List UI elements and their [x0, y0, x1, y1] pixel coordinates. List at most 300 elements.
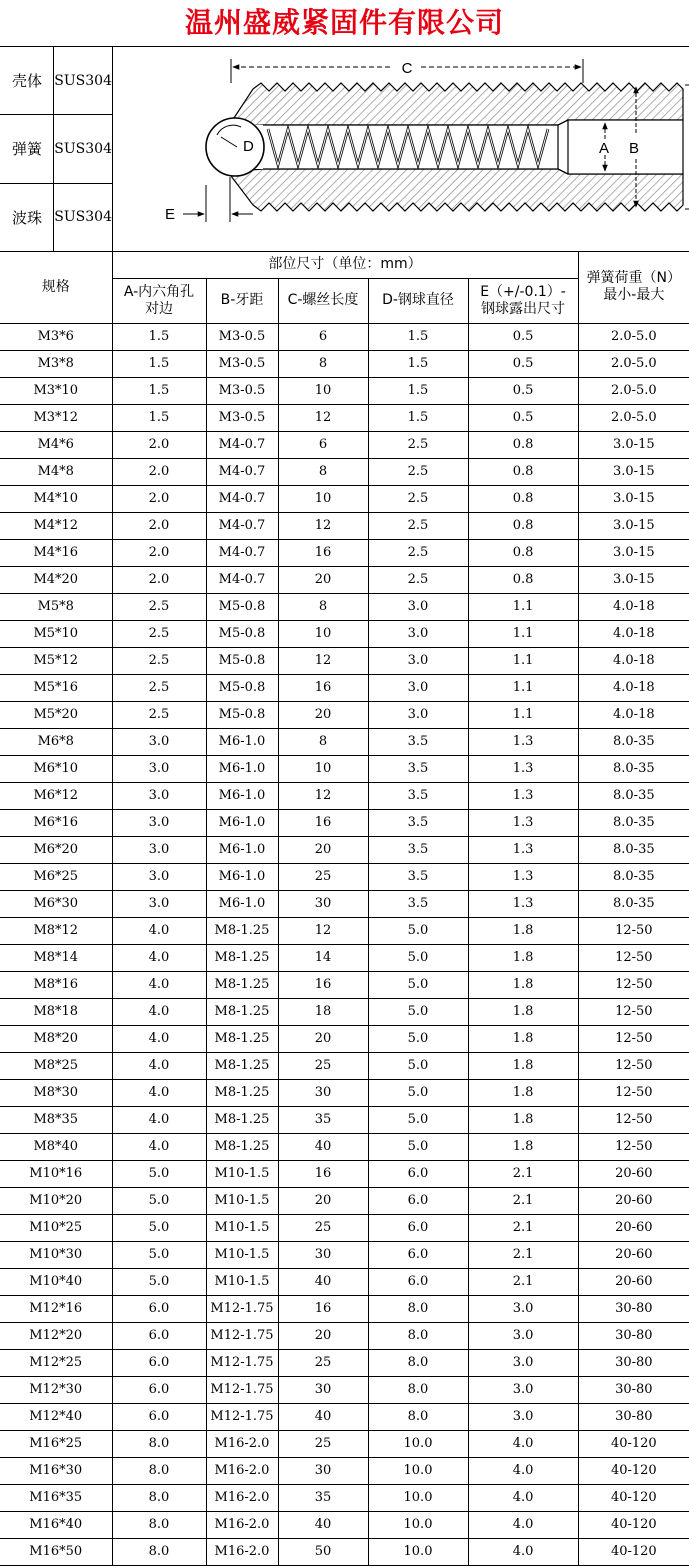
- col-header-spec: 规格: [0, 252, 112, 323]
- cell-spec: M8*14: [0, 944, 112, 971]
- table-row: [0, 809, 689, 836]
- table-row: [0, 485, 689, 512]
- cell-b: M6-1.0: [206, 890, 278, 917]
- cell-load: 3.0-15: [578, 539, 689, 566]
- table-row: [0, 1430, 689, 1457]
- cell-b: M6-1.0: [206, 755, 278, 782]
- cell-spec: M3*10: [0, 377, 112, 404]
- cell-d: 3.0: [368, 647, 468, 674]
- cell-b: M5-0.8: [206, 647, 278, 674]
- table-row: [0, 1457, 689, 1484]
- cell-c: 20: [278, 1025, 368, 1052]
- col-header-e: E（+/-0.1）- 钢球露出尺寸: [468, 278, 578, 323]
- cell-e: 0.8: [468, 485, 578, 512]
- cell-spec: M5*12: [0, 647, 112, 674]
- cell-a: 6.0: [112, 1322, 206, 1349]
- cell-spec: M4*12: [0, 512, 112, 539]
- table-row: [0, 1268, 689, 1295]
- cell-c: 35: [278, 1484, 368, 1511]
- cell-c: 12: [278, 647, 368, 674]
- cell-e: 1.3: [468, 755, 578, 782]
- cell-d: 8.0: [368, 1376, 468, 1403]
- cell-spec: M6*20: [0, 836, 112, 863]
- cell-c: 10: [278, 755, 368, 782]
- cell-load: 12-50: [578, 1106, 689, 1133]
- cell-load: 12-50: [578, 1133, 689, 1160]
- cell-e: 1.8: [468, 1079, 578, 1106]
- cell-c: 35: [278, 1106, 368, 1133]
- cell-d: 6.0: [368, 1268, 468, 1295]
- cell-c: 40: [278, 1403, 368, 1430]
- cell-d: 5.0: [368, 1106, 468, 1133]
- cell-e: 2.1: [468, 1160, 578, 1187]
- table-row: [0, 1322, 689, 1349]
- cell-load: 3.0-15: [578, 512, 689, 539]
- cell-spec: M5*16: [0, 674, 112, 701]
- cell-d: 5.0: [368, 944, 468, 971]
- cell-d: 5.0: [368, 917, 468, 944]
- cell-c: 6: [278, 431, 368, 458]
- cell-e: 1.8: [468, 971, 578, 998]
- cell-c: 40: [278, 1511, 368, 1538]
- table-row: [0, 863, 689, 890]
- cell-a: 4.0: [112, 1079, 206, 1106]
- company-title: 温州盛威紧固件有限公司: [0, 0, 689, 47]
- table-row: [0, 971, 689, 998]
- cell-a: 8.0: [112, 1538, 206, 1565]
- cell-b: M10-1.5: [206, 1187, 278, 1214]
- cell-e: 3.0: [468, 1322, 578, 1349]
- cell-c: 16: [278, 971, 368, 998]
- cell-d: 10.0: [368, 1511, 468, 1538]
- table-row: [0, 593, 689, 620]
- cell-d: 3.5: [368, 809, 468, 836]
- cell-d: 3.5: [368, 755, 468, 782]
- cell-load: 20-60: [578, 1160, 689, 1187]
- cell-d: 10.0: [368, 1457, 468, 1484]
- cell-b: M10-1.5: [206, 1214, 278, 1241]
- table-row: [0, 431, 689, 458]
- cell-b: M12-1.75: [206, 1403, 278, 1430]
- cell-spec: M4*10: [0, 485, 112, 512]
- cell-c: 30: [278, 1241, 368, 1268]
- cell-c: 25: [278, 863, 368, 890]
- cell-d: 5.0: [368, 1052, 468, 1079]
- cell-a: 4.0: [112, 944, 206, 971]
- cell-spec: M10*30: [0, 1241, 112, 1268]
- cell-c: 6: [278, 323, 368, 350]
- cell-c: 16: [278, 674, 368, 701]
- col-header-a: A-内六角孔 对边: [112, 278, 206, 323]
- steel-ball: [206, 118, 264, 176]
- dim-b-label: B: [629, 140, 640, 157]
- cell-spec: M6*30: [0, 890, 112, 917]
- cell-e: 0.5: [468, 404, 578, 431]
- col-group-dimensions: 部位尺寸（单位：mm）: [112, 252, 578, 278]
- cell-a: 2.5: [112, 701, 206, 728]
- cell-spec: M5*10: [0, 620, 112, 647]
- cell-c: 10: [278, 620, 368, 647]
- cell-spec: M4*20: [0, 566, 112, 593]
- material-value: SUS304: [54, 209, 112, 226]
- cell-load: 12-50: [578, 917, 689, 944]
- material-row-spring: [0, 115, 112, 183]
- cell-a: 2.5: [112, 593, 206, 620]
- dim-e-label: E: [165, 206, 176, 223]
- cell-a: 8.0: [112, 1511, 206, 1538]
- cell-b: M5-0.8: [206, 701, 278, 728]
- cell-load: 12-50: [578, 1025, 689, 1052]
- cell-e: 2.1: [468, 1187, 578, 1214]
- cell-e: 1.8: [468, 1106, 578, 1133]
- table-row: [0, 836, 689, 863]
- cell-d: 1.5: [368, 404, 468, 431]
- cell-a: 3.0: [112, 728, 206, 755]
- cell-load: 8.0-35: [578, 809, 689, 836]
- cell-c: 25: [278, 1430, 368, 1457]
- cell-load: 30-80: [578, 1322, 689, 1349]
- table-row: [0, 674, 689, 701]
- cell-c: 16: [278, 1295, 368, 1322]
- cell-d: 8.0: [368, 1322, 468, 1349]
- cell-spec: M8*20: [0, 1025, 112, 1052]
- cell-load: 8.0-35: [578, 863, 689, 890]
- body-lower: [228, 169, 683, 211]
- cell-a: 4.0: [112, 1106, 206, 1133]
- cell-d: 3.0: [368, 701, 468, 728]
- cell-spec: M10*40: [0, 1268, 112, 1295]
- cell-e: 1.3: [468, 809, 578, 836]
- cell-spec: M4*8: [0, 458, 112, 485]
- cell-e: 1.1: [468, 620, 578, 647]
- cell-b: M8-1.25: [206, 1133, 278, 1160]
- cell-load: 40-120: [578, 1457, 689, 1484]
- cell-spec: M8*16: [0, 971, 112, 998]
- cell-load: 3.0-15: [578, 485, 689, 512]
- cell-b: M10-1.5: [206, 1241, 278, 1268]
- cell-a: 4.0: [112, 917, 206, 944]
- cell-b: M6-1.0: [206, 809, 278, 836]
- cell-d: 3.5: [368, 836, 468, 863]
- cell-b: M4-0.7: [206, 458, 278, 485]
- cell-load: 2.0-5.0: [578, 350, 689, 377]
- cell-a: 2.0: [112, 539, 206, 566]
- table-row: [0, 1025, 689, 1052]
- cell-a: 5.0: [112, 1214, 206, 1241]
- material-value: SUS304: [54, 72, 112, 89]
- cell-c: 8: [278, 458, 368, 485]
- cell-load: 3.0-15: [578, 458, 689, 485]
- table-row: [0, 566, 689, 593]
- cell-spec: M4*16: [0, 539, 112, 566]
- materials-panel: [0, 47, 113, 251]
- material-label: 波珠: [0, 184, 54, 251]
- cell-load: 2.0-5.0: [578, 323, 689, 350]
- cell-e: 1.3: [468, 728, 578, 755]
- cell-c: 12: [278, 917, 368, 944]
- table-row: [0, 944, 689, 971]
- cell-b: M16-2.0: [206, 1430, 278, 1457]
- cell-d: 10.0: [368, 1538, 468, 1565]
- cell-spec: M8*12: [0, 917, 112, 944]
- cell-e: 4.0: [468, 1538, 578, 1565]
- cell-d: 3.0: [368, 620, 468, 647]
- cell-a: 1.5: [112, 323, 206, 350]
- cell-spec: M16*25: [0, 1430, 112, 1457]
- cell-e: 0.8: [468, 458, 578, 485]
- cell-e: 0.5: [468, 377, 578, 404]
- cell-e: 1.1: [468, 647, 578, 674]
- cell-e: 4.0: [468, 1457, 578, 1484]
- cell-b: M5-0.8: [206, 593, 278, 620]
- cell-e: 4.0: [468, 1511, 578, 1538]
- cell-b: M10-1.5: [206, 1268, 278, 1295]
- cell-d: 1.5: [368, 323, 468, 350]
- cell-a: 3.0: [112, 809, 206, 836]
- cell-a: 4.0: [112, 1025, 206, 1052]
- cell-spec: M16*30: [0, 1457, 112, 1484]
- table-row: [0, 1214, 689, 1241]
- cell-b: M16-2.0: [206, 1484, 278, 1511]
- cell-a: 5.0: [112, 1187, 206, 1214]
- cell-load: 12-50: [578, 1052, 689, 1079]
- cell-spec: M8*35: [0, 1106, 112, 1133]
- table-row: [0, 539, 689, 566]
- cell-load: 8.0-35: [578, 755, 689, 782]
- cell-c: 20: [278, 1187, 368, 1214]
- cell-spec: M5*20: [0, 701, 112, 728]
- cell-b: M6-1.0: [206, 836, 278, 863]
- cell-d: 5.0: [368, 1079, 468, 1106]
- cell-load: 30-80: [578, 1403, 689, 1430]
- cell-a: 2.0: [112, 485, 206, 512]
- cell-c: 16: [278, 809, 368, 836]
- cell-load: 8.0-35: [578, 890, 689, 917]
- cell-load: 30-80: [578, 1295, 689, 1322]
- table-row: [0, 377, 689, 404]
- spec-table: [0, 252, 689, 1566]
- cell-b: M16-2.0: [206, 1538, 278, 1565]
- spec-table-body: [0, 323, 689, 1565]
- cell-e: 1.8: [468, 1025, 578, 1052]
- cell-e: 1.8: [468, 917, 578, 944]
- cell-c: 25: [278, 1214, 368, 1241]
- cell-spec: M8*25: [0, 1052, 112, 1079]
- cell-e: 1.8: [468, 1133, 578, 1160]
- cell-d: 3.0: [368, 674, 468, 701]
- cell-spec: M16*50: [0, 1538, 112, 1565]
- cell-a: 8.0: [112, 1484, 206, 1511]
- cell-b: M6-1.0: [206, 863, 278, 890]
- cell-a: 2.5: [112, 647, 206, 674]
- cell-d: 6.0: [368, 1241, 468, 1268]
- cell-d: 2.5: [368, 512, 468, 539]
- cell-e: 1.1: [468, 674, 578, 701]
- cell-load: 4.0-18: [578, 674, 689, 701]
- cell-b: M8-1.25: [206, 1106, 278, 1133]
- table-row: [0, 890, 689, 917]
- table-row: [0, 755, 689, 782]
- cell-d: 5.0: [368, 998, 468, 1025]
- cell-load: 40-120: [578, 1430, 689, 1457]
- cell-spec: M8*30: [0, 1079, 112, 1106]
- table-row: [0, 1079, 689, 1106]
- table-row: [0, 1133, 689, 1160]
- cell-b: M8-1.25: [206, 1025, 278, 1052]
- cell-c: 14: [278, 944, 368, 971]
- cell-spec: M12*30: [0, 1376, 112, 1403]
- cell-load: 2.0-5.0: [578, 377, 689, 404]
- table-row: [0, 512, 689, 539]
- technical-drawing: [113, 47, 689, 251]
- table-row: [0, 1376, 689, 1403]
- cell-e: 0.8: [468, 512, 578, 539]
- table-row: [0, 1295, 689, 1322]
- cell-a: 3.0: [112, 782, 206, 809]
- cell-d: 2.5: [368, 539, 468, 566]
- cell-a: 2.0: [112, 431, 206, 458]
- cell-load: 8.0-35: [578, 728, 689, 755]
- cell-b: M6-1.0: [206, 728, 278, 755]
- cell-spec: M3*12: [0, 404, 112, 431]
- cell-b: M8-1.25: [206, 1079, 278, 1106]
- cell-b: M4-0.7: [206, 431, 278, 458]
- cell-a: 1.5: [112, 377, 206, 404]
- table-row: [0, 1160, 689, 1187]
- cell-e: 1.3: [468, 782, 578, 809]
- cell-d: 1.5: [368, 377, 468, 404]
- cell-load: 12-50: [578, 1079, 689, 1106]
- cell-d: 6.0: [368, 1160, 468, 1187]
- cell-spec: M8*40: [0, 1133, 112, 1160]
- cell-d: 3.5: [368, 782, 468, 809]
- cell-b: M4-0.7: [206, 566, 278, 593]
- cell-d: 3.5: [368, 890, 468, 917]
- product-overview: [0, 47, 689, 252]
- table-row: [0, 323, 689, 350]
- cell-b: M8-1.25: [206, 944, 278, 971]
- cell-spec: M12*16: [0, 1295, 112, 1322]
- cell-a: 1.5: [112, 404, 206, 431]
- cell-e: 1.8: [468, 944, 578, 971]
- cell-spec: M16*40: [0, 1511, 112, 1538]
- cell-spec: M16*35: [0, 1484, 112, 1511]
- cell-e: 0.8: [468, 566, 578, 593]
- cell-d: 5.0: [368, 1133, 468, 1160]
- cell-c: 18: [278, 998, 368, 1025]
- table-row: [0, 404, 689, 431]
- cell-c: 10: [278, 485, 368, 512]
- cell-a: 5.0: [112, 1160, 206, 1187]
- table-row: [0, 917, 689, 944]
- cell-load: 20-60: [578, 1187, 689, 1214]
- cell-e: 2.1: [468, 1214, 578, 1241]
- cell-load: 20-60: [578, 1268, 689, 1295]
- cell-load: 3.0-15: [578, 566, 689, 593]
- table-row: [0, 1106, 689, 1133]
- cell-c: 12: [278, 782, 368, 809]
- cell-b: M3-0.5: [206, 350, 278, 377]
- cell-e: 1.1: [468, 701, 578, 728]
- cell-load: 2.0-5.0: [578, 404, 689, 431]
- cell-a: 3.0: [112, 755, 206, 782]
- cell-load: 40-120: [578, 1511, 689, 1538]
- cell-load: 30-80: [578, 1349, 689, 1376]
- cell-c: 25: [278, 1052, 368, 1079]
- cell-spec: M10*16: [0, 1160, 112, 1187]
- cell-b: M6-1.0: [206, 782, 278, 809]
- cell-e: 2.1: [468, 1241, 578, 1268]
- cell-c: 16: [278, 1160, 368, 1187]
- cell-spec: M6*10: [0, 755, 112, 782]
- dim-c-label: C: [401, 60, 413, 77]
- cell-spec: M4*6: [0, 431, 112, 458]
- cell-load: 8.0-35: [578, 782, 689, 809]
- table-row: [0, 1538, 689, 1565]
- cell-c: 40: [278, 1133, 368, 1160]
- ball-plunger-diagram: [113, 47, 689, 251]
- cell-d: 8.0: [368, 1349, 468, 1376]
- cell-a: 2.0: [112, 566, 206, 593]
- cell-a: 6.0: [112, 1376, 206, 1403]
- cell-e: 4.0: [468, 1430, 578, 1457]
- material-label: 弹簧: [0, 115, 54, 182]
- cell-c: 10: [278, 377, 368, 404]
- cell-a: 8.0: [112, 1430, 206, 1457]
- cell-e: 3.0: [468, 1295, 578, 1322]
- cell-a: 2.5: [112, 620, 206, 647]
- cell-b: M12-1.75: [206, 1376, 278, 1403]
- cell-d: 5.0: [368, 1025, 468, 1052]
- cell-b: M4-0.7: [206, 485, 278, 512]
- cell-e: 1.1: [468, 593, 578, 620]
- cell-b: M3-0.5: [206, 323, 278, 350]
- cell-e: 2.1: [468, 1268, 578, 1295]
- cell-e: 0.8: [468, 431, 578, 458]
- cell-b: M12-1.75: [206, 1322, 278, 1349]
- col-header-b: B-牙距: [206, 278, 278, 323]
- cell-c: 30: [278, 890, 368, 917]
- cell-d: 6.0: [368, 1187, 468, 1214]
- cell-e: 0.5: [468, 323, 578, 350]
- cell-c: 12: [278, 512, 368, 539]
- cell-b: M16-2.0: [206, 1457, 278, 1484]
- cell-c: 30: [278, 1079, 368, 1106]
- cell-e: 1.3: [468, 863, 578, 890]
- cell-b: M5-0.8: [206, 620, 278, 647]
- cell-b: M4-0.7: [206, 512, 278, 539]
- cell-load: 30-80: [578, 1376, 689, 1403]
- table-row: [0, 1241, 689, 1268]
- dim-d-label: D: [243, 138, 254, 155]
- cell-load: 12-50: [578, 998, 689, 1025]
- table-row: [0, 1187, 689, 1214]
- cell-d: 6.0: [368, 1214, 468, 1241]
- cell-load: 40-120: [578, 1484, 689, 1511]
- dim-a-label: A: [599, 140, 610, 157]
- cell-c: 20: [278, 1322, 368, 1349]
- cell-d: 10.0: [368, 1484, 468, 1511]
- cell-spec: M12*20: [0, 1322, 112, 1349]
- cell-b: M16-2.0: [206, 1511, 278, 1538]
- cell-load: 4.0-18: [578, 647, 689, 674]
- cell-spec: M6*25: [0, 863, 112, 890]
- cell-c: 30: [278, 1457, 368, 1484]
- table-row: [0, 998, 689, 1025]
- cell-e: 3.0: [468, 1403, 578, 1430]
- cell-b: M8-1.25: [206, 1052, 278, 1079]
- material-value: SUS304: [54, 140, 112, 157]
